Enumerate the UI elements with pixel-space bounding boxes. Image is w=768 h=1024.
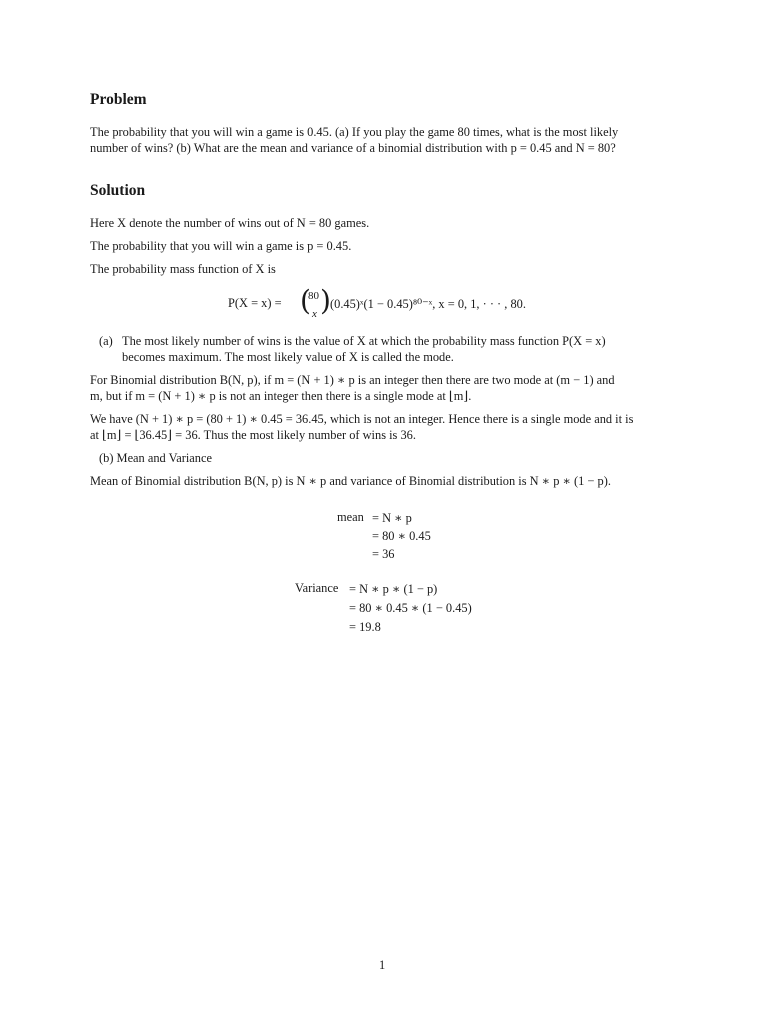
solution-line-1: Here X denote the number of wins out of N = 80 games.	[90, 216, 370, 230]
pmf-rhs: (0.45)ˣ(1 − 0.45)⁸⁰⁻ˣ, x = 0, 1, · · · , 80.	[330, 297, 526, 311]
mean-label: mean	[337, 510, 364, 524]
mode-line-2: m, but if m = (N + 1) ∗ p is not an integer then there is a single mode at ⌊m⌋.	[90, 389, 472, 403]
variance-step-2: = 80 ∗ 0.45 ∗ (1 − 0.45)	[349, 601, 472, 615]
problem-line-2: number of wins? (b) What are the mean and variance of a binomial distribution with p = 0.45 and N = 80?	[90, 141, 616, 155]
mean-step-1: = N ∗ p	[372, 511, 412, 525]
part-a-label: (a)	[99, 334, 113, 348]
part-a-line-1: The most likely number of wins is the value of X at which the probability mass function P(X = x)	[122, 334, 606, 348]
pmf-binomial-coefficient	[300, 284, 331, 320]
part-a-line-2: becomes maximum. The most likely value of X is called the mode.	[122, 350, 454, 364]
variance-step-3: = 19.8	[349, 620, 381, 634]
right-paren-glyph: )	[320, 284, 331, 317]
pmf-lhs: P(X = x) =	[228, 296, 282, 310]
variance-step-1: = N ∗ p ∗ (1 − p)	[349, 582, 438, 596]
solution-line-2: The probability that you will win a game is p = 0.45.	[90, 239, 352, 253]
left-paren-glyph: (	[300, 284, 311, 317]
problem-line-1: The probability that you will win a game is 0.45. (a) If you play the game 80 times, what is the most likely	[90, 125, 619, 139]
problem-heading: Problem	[90, 91, 147, 108]
binom-top: 80	[308, 290, 319, 302]
variance-label: Variance	[295, 581, 339, 595]
have-line-1: We have (N + 1) ∗ p = (80 + 1) ∗ 0.45 = 36.45, which is not an integer. Hence there is a single mode and it is	[90, 412, 634, 426]
solution-heading: Solution	[90, 182, 146, 199]
mean-step-2: = 80 ∗ 0.45	[372, 529, 431, 543]
mode-line-1: For Binomial distribution B(N, p), if m = (N + 1) ∗ p is an integer then there are two mode at (m − 1) and	[90, 373, 615, 387]
have-line-2: at ⌊m⌋ = ⌊36.45⌋ = 36. Thus the most likely number of wins is 36.	[90, 428, 416, 442]
binom-bottom: x	[312, 308, 317, 320]
page-number: 1	[379, 958, 386, 972]
mean-sentence: Mean of Binomial distribution B(N, p) is N ∗ p and variance of Binomial distribution is N ∗ p ∗ (1 − p).	[90, 474, 611, 488]
solution-line-3: The probability mass function of X is	[90, 262, 276, 276]
part-b-label: (b) Mean and Variance	[99, 451, 212, 465]
mean-step-3: = 36	[372, 547, 395, 561]
